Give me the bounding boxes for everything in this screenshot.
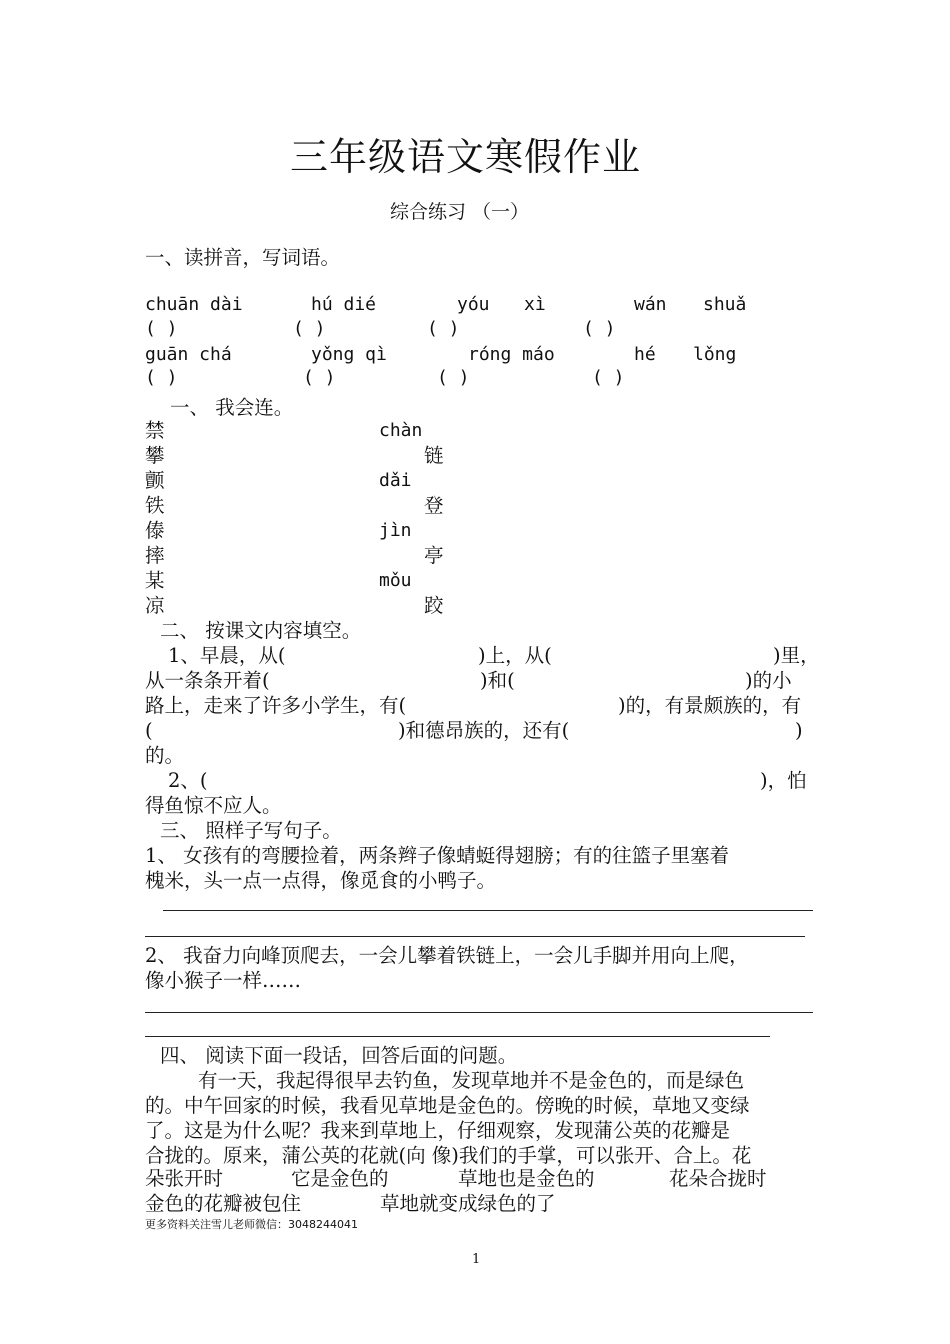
pinyin-word: guān chá — [145, 344, 232, 365]
fill-text: )里， — [773, 644, 820, 667]
reading-phrase: 它是金色的 — [291, 1167, 389, 1190]
section-heading-fill: 二、 按课文内容填空。 — [160, 619, 362, 642]
reading-paragraph-line: 合拢的。原来，蒲公英的花就(向 像)我们的手掌，可以张开、合上。花 — [145, 1144, 752, 1167]
reading-phrase: 草地就变成绿色的了 — [380, 1192, 556, 1215]
reading-phrase: 朵张开时 — [145, 1167, 224, 1190]
fill-text: 2、( — [168, 769, 208, 792]
footer-note: 更多资料关注雪儿老师微信：3048244041 — [145, 1218, 358, 1231]
pinyin-word: hé — [634, 344, 656, 365]
fill-text: )和德昂族的，还有( — [398, 719, 570, 742]
fill-text: 从一条条开着( — [145, 669, 270, 692]
page-title: 三年级语文寒假作业 — [290, 135, 642, 179]
pinyin-word: shuǎ — [703, 294, 747, 315]
pinyin-word: róng máo — [468, 344, 555, 365]
match-right-char: 链 — [424, 444, 444, 467]
reading-phrase: 花朵合拢时 — [669, 1167, 767, 1190]
answer-blank[interactable]: ( ) — [303, 367, 336, 388]
pinyin-word: xì — [524, 294, 546, 315]
answer-line[interactable] — [145, 1012, 813, 1013]
match-left-char: 禁 — [145, 419, 165, 442]
answer-line[interactable] — [163, 910, 813, 911]
page-number: 1 — [472, 1252, 481, 1267]
reading-paragraph-line: 有一天，我起得很早去钓鱼，发现草地并不是金色的，而是绿色 — [198, 1069, 745, 1092]
fill-text: )的，有景颇族的，有 — [618, 694, 802, 717]
fill-text: )上，从( — [478, 644, 552, 667]
section-heading-reading: 四、 阅读下面一段话，回答后面的问题。 — [160, 1044, 518, 1067]
match-left-char: 凉 — [145, 594, 165, 617]
answer-blank[interactable]: ( ) — [437, 367, 470, 388]
fill-text: ( — [145, 719, 153, 742]
sample-sentence: 1、 女孩有的弯腰捡着，两条辫子像蜻蜓得翅膀；有的往篮子里塞着 — [145, 844, 730, 867]
match-right-char: 登 — [424, 494, 444, 517]
match-left-char: 摔 — [145, 544, 165, 567]
match-right-pinyin: jìn — [379, 520, 412, 541]
answer-blank[interactable]: ( ) — [145, 318, 178, 339]
reading-phrase: 草地也是金色的 — [458, 1167, 595, 1190]
pinyin-word: wán — [634, 294, 667, 315]
match-left-char: 铁 — [145, 494, 165, 517]
match-right-pinyin: dǎi — [379, 470, 412, 491]
match-left-char: 傣 — [145, 519, 165, 542]
page-subtitle: 综合练习 （一） — [390, 201, 530, 223]
fill-text: 路上，走来了许多小学生，有( — [145, 694, 407, 717]
answer-blank[interactable]: ( ) — [427, 318, 460, 339]
fill-text: )和( — [480, 669, 515, 692]
match-right-char: 亭 — [424, 544, 444, 567]
answer-blank[interactable]: ( ) — [592, 367, 625, 388]
section-heading-sentence: 三、 照样子写句子。 — [160, 819, 342, 842]
section-heading-match: 一、 我会连。 — [170, 396, 294, 419]
fill-text: )的小 — [745, 669, 792, 692]
section-heading-pinyin: 一、读拼音，写词语。 — [145, 246, 341, 269]
match-right-pinyin: mǒu — [379, 570, 412, 591]
pinyin-word: lǒng — [693, 344, 737, 365]
sample-sentence: 2、 我奋力向峰顶爬去，一会儿攀着铁链上，一会儿手脚并用向上爬， — [145, 944, 749, 967]
match-left-char: 某 — [145, 569, 165, 592]
match-left-char: 攀 — [145, 444, 165, 467]
pinyin-word: yǒng qì — [311, 344, 387, 365]
reading-paragraph-line: 的。中午回家的时候，我看见草地是金色的。傍晚的时候，草地又变绿 — [145, 1094, 750, 1117]
pinyin-word: hú dié — [311, 294, 377, 315]
reading-phrase: 金色的花瓣被包住 — [145, 1192, 302, 1215]
fill-text: 的。 — [145, 744, 185, 767]
answer-line[interactable] — [145, 936, 805, 937]
match-right-char: 跤 — [424, 594, 444, 617]
match-right-pinyin: chàn — [379, 420, 423, 441]
fill-text: 得鱼惊不应人。 — [145, 794, 282, 817]
pinyin-word: yóu — [457, 294, 490, 315]
fill-text: )，怕 — [760, 769, 807, 792]
answer-blank[interactable]: ( ) — [145, 367, 178, 388]
fill-text: ) — [795, 719, 803, 742]
match-left-char: 颤 — [145, 469, 165, 492]
pinyin-word: chuān dài — [145, 294, 243, 315]
sample-sentence: 槐米，头一点一点得，像觅食的小鸭子。 — [145, 869, 497, 892]
answer-line[interactable] — [145, 1036, 770, 1037]
answer-blank[interactable]: ( ) — [293, 318, 326, 339]
answer-blank[interactable]: ( ) — [583, 318, 616, 339]
fill-text: 1、早晨，从( — [168, 644, 286, 667]
sample-sentence: 像小猴子一样…… — [145, 969, 302, 992]
reading-paragraph-line: 了。这是为什么呢？我来到草地上，仔细观察，发现蒲公英的花瓣是 — [145, 1119, 731, 1142]
